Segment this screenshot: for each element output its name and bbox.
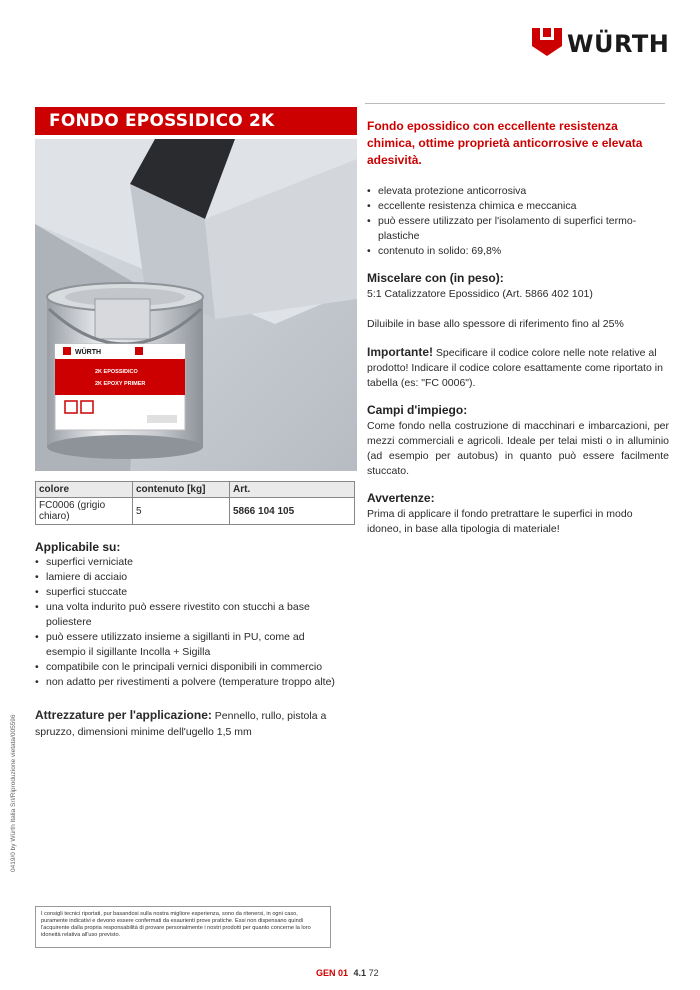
campi-heading: Campi d'impiego:: [367, 403, 468, 417]
footer-number: 4.1: [353, 968, 367, 978]
campi-section: [367, 403, 669, 479]
disclaimer-box: I consigli tecnici riportati, pur basandosi sulla nostra migliore esperienza, sono da ritenersi, in ogni caso, puramente indicativi e devono essere confermati da esaurienti prove pratiche. Essi non dispensano quindi l'acquirente dalla propria responsabilità di provare personalmente i nostri prodotti per quanto concerne la loro idoneità relativa all'uso previsto.: [35, 906, 331, 948]
campi-text: Come fondo nella costruzione di macchinari e imbarcazioni, per mezzi commerciali e agricoli. Ideale per telai misti o in alluminio (ad esempio per autobus) in quanto può essere facilmente stuccato.: [367, 420, 669, 477]
brand-name: WÜRTH: [567, 30, 670, 58]
attrezzature-paragraph: [35, 707, 335, 740]
list-item: • elevata protezione anticorrosiva: [367, 184, 669, 199]
list-item: • compatibile con le principali vernici disponibili in commercio: [35, 660, 335, 675]
features-list: [367, 184, 669, 259]
product-image: [35, 139, 357, 471]
applicabile-list: [35, 555, 335, 690]
table-row: [36, 498, 355, 525]
cell-contenuto: 5: [133, 498, 230, 525]
can-label-line1: 2K EPOSSIDICO: [95, 369, 138, 375]
page-title: FONDO EPOSSIDICO 2K: [49, 111, 275, 131]
title-bar: [35, 107, 357, 135]
can-brand: WÜRTH: [75, 349, 102, 356]
important-text: Specificare il codice colore nelle note relative al prodotto! Indicare il codice colore esattamente come riportato in tabella (es: "FC 0006").: [367, 347, 663, 389]
list-item: • non adatto per rivestimenti a polvere (temperature troppo alte): [35, 675, 335, 690]
avvertenze-heading: Avvertenze:: [367, 491, 435, 505]
important-paragraph: [367, 345, 669, 391]
footer-page: 72: [368, 968, 379, 978]
attrezzature-text: Pennello, rullo, pistola a spruzzo, dimensioni minime dell'ugello 1,5 mm: [35, 710, 327, 738]
important-label: Importante!: [367, 345, 433, 359]
cell-art: 5866 104 105: [230, 498, 355, 525]
right-column: [367, 118, 669, 537]
product-photo: [35, 139, 357, 471]
column-header-contenuto: contenuto [kg]: [133, 482, 230, 498]
list-item: • superfici stuccate: [35, 585, 335, 600]
mix-heading: Miscelare con (in peso):: [367, 271, 504, 285]
column-header-colore: colore: [36, 482, 133, 498]
top-rule: [365, 103, 665, 104]
avvertenze-text: Prima di applicare il fondo pretrattare le superfici in modo idoneo, in base alla tipologia di materiale!: [367, 508, 633, 535]
left-column: [35, 540, 335, 740]
applicabile-heading: Applicabile su:: [35, 540, 121, 554]
wurth-logo-icon: [532, 28, 562, 56]
list-item: • contenuto in solido: 69,8%: [367, 244, 669, 259]
table-header-row: [36, 482, 355, 498]
list-item: • può essere utilizzato per l'isolamento di superfici termo-plastiche: [367, 214, 669, 244]
intro-text: Fondo epossidico con eccellente resistenza chimica, ottime proprietà anticorrosive e elevata adesività.: [367, 119, 643, 167]
list-item: • superfici verniciate: [35, 555, 335, 570]
avvertenze-section: [367, 491, 669, 537]
cell-colore: FC0006 (grigio chiaro): [36, 498, 133, 525]
product-table: [35, 481, 355, 525]
mix-section: [367, 271, 669, 332]
wurth-logo: [532, 28, 672, 64]
list-item: • può essere utilizzato insieme a sigillanti in PU, come ad esempio il sigillante Incolla + Sigilla: [35, 630, 335, 660]
list-item: • eccellente resistenza chimica e meccanica: [367, 199, 669, 214]
list-item: • una volta indurito può essere rivestito con stucchi a base poliestere: [35, 600, 335, 630]
attrezzature-label: Attrezzature per l'applicazione:: [35, 708, 212, 722]
list-item: • lamiere di acciaio: [35, 570, 335, 585]
mix-line2: Diluibile in base allo spessore di riferimento fino al 25%: [367, 318, 624, 330]
side-note: 0419/0 by Würth Italia Srl/Riproduzione vietata/005596: [10, 714, 17, 872]
column-header-art: Art.: [230, 482, 355, 498]
page-footer: [316, 968, 379, 978]
can-label-line2: 2K EPOXY PRIMER: [95, 381, 146, 387]
mix-line1: 5:1 Catalizzatore Epossidico (Art. 5866 402 101): [367, 288, 593, 300]
footer-section: GEN 01: [316, 968, 349, 978]
